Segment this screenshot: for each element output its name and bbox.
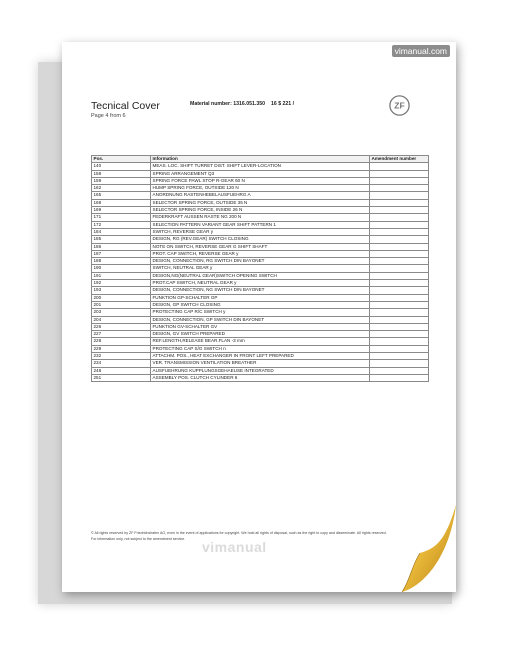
site-watermark: vimanual.com xyxy=(392,45,450,57)
information-cell: SELECTOR SPRING FORCE, INSIDE 26 N xyxy=(151,207,370,214)
column-header-amendment: Amendment number xyxy=(370,156,429,163)
pos-cell: 232 xyxy=(92,353,151,360)
pos-cell: 200 xyxy=(92,294,151,301)
information-cell: DESIGN,NG(NEUTRAL GEAR)SWITCH OPENING SWITCH xyxy=(151,272,370,279)
table-row xyxy=(92,258,429,265)
table-row xyxy=(92,236,429,243)
table-row xyxy=(92,280,429,287)
pos-cell: 192 xyxy=(92,280,151,287)
pos-cell: 185 xyxy=(92,236,151,243)
information-cell: PROTECTING CAP R/C SWITCH y xyxy=(151,309,370,316)
table-row xyxy=(92,177,429,184)
amendment-cell xyxy=(370,367,429,374)
document-title: Tecnical Cover xyxy=(91,100,160,112)
information-cell: DESIGN, CONNECTION, NG SWITCH DIN BAYONET xyxy=(151,287,370,294)
table-row xyxy=(92,331,429,338)
pos-cell: 201 xyxy=(92,301,151,308)
information-cell: AUSFUEHRUNG KUPPLUNGSGEHAEUSE INTEGRATED xyxy=(151,367,370,374)
table-row xyxy=(92,228,429,235)
information-cell: SPRING FORCE PAWL STOP R-GEAR 60 N xyxy=(151,177,370,184)
amendment-cell xyxy=(370,177,429,184)
pos-cell: 204 xyxy=(92,316,151,323)
information-cell: SELECTION PATTERN VARIANT GEAR SHIFT PATTERN 1 xyxy=(151,221,370,228)
table-row xyxy=(92,294,429,301)
amendment-cell xyxy=(370,280,429,287)
pos-cell: 168 xyxy=(92,199,151,206)
copyright-line: © All rights reserved by ZF Friedrichshafen AG, even in the event of applications for copyright. We hold all rights of disposal, such as the right to copy and disseminate. All rights reserved. xyxy=(91,531,387,535)
pos-cell: 193 xyxy=(92,287,151,294)
amendment-cell xyxy=(370,170,429,177)
pos-cell: 251 xyxy=(92,374,151,381)
amendment-cell xyxy=(370,309,429,316)
amendment-cell xyxy=(370,250,429,257)
amendment-cell xyxy=(370,272,429,279)
amendment-cell xyxy=(370,163,429,170)
table-row xyxy=(92,221,429,228)
material-number xyxy=(190,101,294,107)
logo-text: ZF xyxy=(394,100,405,111)
amendment-cell xyxy=(370,185,429,192)
pos-cell: 140 xyxy=(92,163,151,170)
pos-cell: 159 xyxy=(92,177,151,184)
table-row xyxy=(92,163,429,170)
amendment-cell xyxy=(370,265,429,272)
information-cell: SPRING ARRANGEMENT Q3 xyxy=(151,170,370,177)
information-cell: PROTECTING CAP S/G SWITCH n xyxy=(151,345,370,352)
table-row xyxy=(92,265,429,272)
table-header-row xyxy=(92,156,429,163)
table-row xyxy=(92,272,429,279)
amendment-cell xyxy=(370,345,429,352)
table-row xyxy=(92,323,429,330)
table-row xyxy=(92,199,429,206)
information-cell: DESIGN, CONNECTION, GP SWITCH DIN BAYONET xyxy=(151,316,370,323)
pos-cell: 188 xyxy=(92,258,151,265)
information-cell: ASSEMBLY POS. CLUTCH CYLINDER 6 xyxy=(151,374,370,381)
pos-cell: 191 xyxy=(92,272,151,279)
amendment-cell xyxy=(370,207,429,214)
information-cell: PROT.CAP SWITCH, NEUTRAL GEAR y xyxy=(151,280,370,287)
page-info: Page 4 from 6 xyxy=(91,113,126,119)
amendment-cell xyxy=(370,360,429,367)
pos-cell: 248 xyxy=(92,367,151,374)
pos-cell: 203 xyxy=(92,309,151,316)
table-row xyxy=(92,192,429,199)
amendment-cell xyxy=(370,221,429,228)
amendment-cell xyxy=(370,287,429,294)
amendment-cell xyxy=(370,316,429,323)
pos-cell: 171 xyxy=(92,214,151,221)
pos-cell: 184 xyxy=(92,228,151,235)
pos-cell: 162 xyxy=(92,185,151,192)
table-row xyxy=(92,287,429,294)
table-row xyxy=(92,367,429,374)
amendment-cell xyxy=(370,228,429,235)
information-cell: ATTACHM. POS., HEAT EXCHANGER IN FRONT LEFT PREPARED xyxy=(151,353,370,360)
pos-cell: 227 xyxy=(92,331,151,338)
information-cell: DESIGN, GP SWITCH CLOSING xyxy=(151,301,370,308)
column-header-information: Information xyxy=(151,156,370,163)
information-cell: FEDERKRAFT AUSSEN RASTE NG 200 N xyxy=(151,214,370,221)
table-row xyxy=(92,316,429,323)
table-row xyxy=(92,214,429,221)
information-cell: ANORDNUNG RASTENHEBELAUSFUEHRG A xyxy=(151,192,370,199)
pos-cell: 234 xyxy=(92,360,151,367)
amendment-note: For information only, not subject to the amendment service. xyxy=(91,537,186,541)
pos-cell: 158 xyxy=(92,170,151,177)
pos-cell: 226 xyxy=(92,323,151,330)
table-row xyxy=(92,345,429,352)
information-cell: DESIGN, CONNECTION, RG SWITCH DIN BAYONET xyxy=(151,258,370,265)
table-row xyxy=(92,353,429,360)
table-row xyxy=(92,338,429,345)
table-row xyxy=(92,309,429,316)
table-row xyxy=(92,170,429,177)
pos-cell: 169 xyxy=(92,207,151,214)
amendment-cell xyxy=(370,374,429,381)
column-header-pos: Pos. xyxy=(92,156,151,163)
material-label: Material number: 1316.051.350 xyxy=(190,101,265,107)
document-page xyxy=(62,42,456,592)
information-cell: FUNKTION GV-SCHALTER GV xyxy=(151,323,370,330)
information-cell: DESIGN, RG (REV.GEAR) SWITCH CLOSING xyxy=(151,236,370,243)
information-table xyxy=(91,155,428,382)
information-cell: PROT. CAP SWITCH, REVERSE GEAR y xyxy=(151,250,370,257)
table-row xyxy=(92,301,429,308)
table-row xyxy=(92,374,429,381)
amendment-cell xyxy=(370,199,429,206)
amendment-cell xyxy=(370,331,429,338)
material-suffix: 16 $ 221 / xyxy=(270,101,295,107)
amendment-cell xyxy=(370,353,429,360)
information-cell: SWITCH, REVERSE GEAR y xyxy=(151,228,370,235)
table-row xyxy=(92,207,429,214)
amendment-cell xyxy=(370,338,429,345)
table-row xyxy=(92,250,429,257)
table-row xyxy=(92,185,429,192)
amendment-cell xyxy=(370,214,429,221)
information-cell: SWITCH, NEUTRAL GEAR y xyxy=(151,265,370,272)
information-cell: REF.LENGTH,RELEASE BEAR.FLAN -3 mm xyxy=(151,338,370,345)
pos-cell: 228 xyxy=(92,338,151,345)
pos-cell: 190 xyxy=(92,265,151,272)
footer-watermark: vimanual xyxy=(202,539,267,555)
information-cell: HUMP SPRING FORCE, OUTSIDE 120 N xyxy=(151,185,370,192)
amendment-cell xyxy=(370,258,429,265)
information-cell: FUNKTION GP-SCHALTER GP xyxy=(151,294,370,301)
pos-cell: 229 xyxy=(92,345,151,352)
information-cell: MEAS. LOC. SHIFT TURRET DIST. SHIFT LEVER-LOCATION xyxy=(151,163,370,170)
pos-cell: 186 xyxy=(92,243,151,250)
table-row xyxy=(92,360,429,367)
table-row xyxy=(92,243,429,250)
amendment-cell xyxy=(370,236,429,243)
amendment-cell xyxy=(370,323,429,330)
information-cell: VER. TRANSMISSION VENTILATION BREATHER xyxy=(151,360,370,367)
information-cell: SELECTOR SPRING FORCE, OUTSIDE 35 N xyxy=(151,199,370,206)
information-cell: DESIGN, GV SWITCH PREPARED xyxy=(151,331,370,338)
amendment-cell xyxy=(370,301,429,308)
pos-cell: 172 xyxy=(92,221,151,228)
zf-logo-icon xyxy=(389,95,410,116)
pos-cell: 187 xyxy=(92,250,151,257)
information-cell: NOTE ON SWITCH, REVERSE GEAR G SHIFT SHAFT xyxy=(151,243,370,250)
amendment-cell xyxy=(370,243,429,250)
amendment-cell xyxy=(370,192,429,199)
amendment-cell xyxy=(370,294,429,301)
pos-cell: 165 xyxy=(92,192,151,199)
